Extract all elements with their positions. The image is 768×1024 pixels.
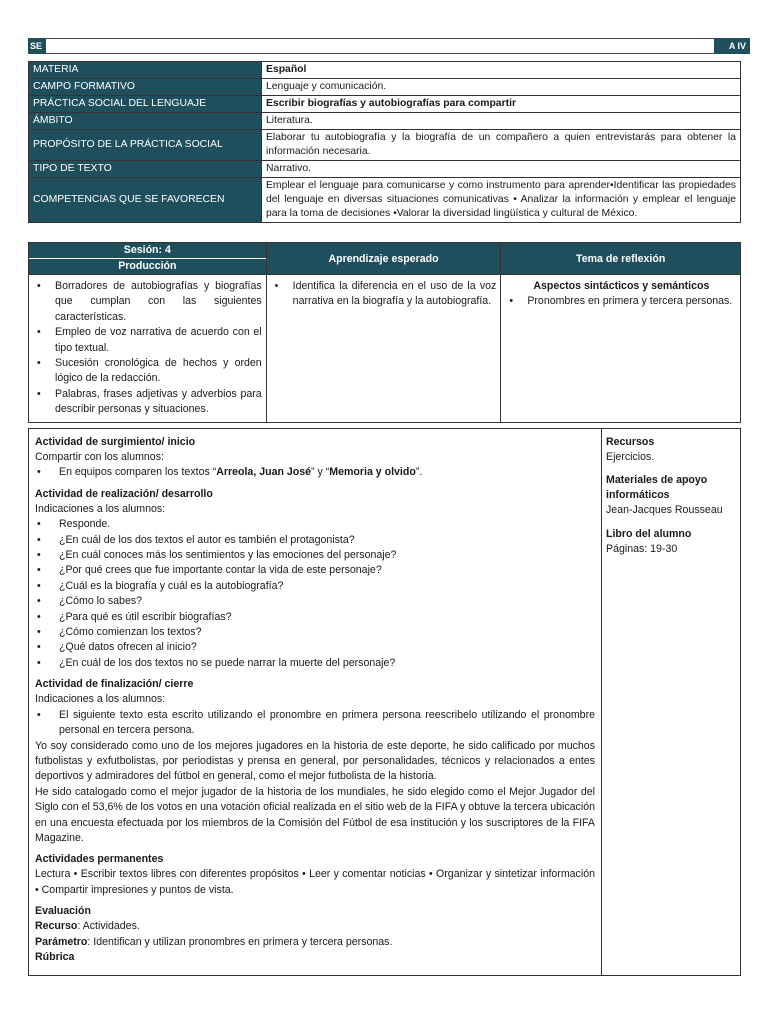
recursos-title: Recursos <box>606 436 655 448</box>
campo-label: CAMPO FORMATIVO <box>29 79 262 96</box>
subject-info-table <box>28 61 741 223</box>
evaluacion-title: Evaluación <box>35 905 91 918</box>
header-left-caption: SE <box>28 38 46 54</box>
proposito-value: Elaborar tu autobiografía y la biografía de un compañero a quien entrevistarás para obtener la información necesaria. <box>262 130 741 161</box>
info-row-materia <box>29 62 741 79</box>
aprendizaje-heading: Aprendizaje esperado <box>266 243 501 275</box>
tema-list <box>505 294 736 309</box>
desarrollo-title: Actividad de realización/ desarrollo <box>35 487 213 500</box>
list-item: • Empleo de voz narrativa de acuerdo con el tipo textual. <box>33 325 262 356</box>
permanentes-section <box>35 852 595 898</box>
inicio-title: Actividad de surgimiento/ inicio <box>35 436 196 448</box>
document-header-bar <box>28 38 750 54</box>
recursos-value: Ejercicios. <box>606 451 655 463</box>
tema-subheading: Aspectos sintácticos y semánticos <box>533 280 710 292</box>
ambito-value: Literatura. <box>262 113 741 130</box>
list-item: • ¿En cuál de los dos textos el autor es también el protagonista? <box>35 533 595 548</box>
practica-label: PRÁCTICA SOCIAL DEL LENGUAJE <box>29 96 262 113</box>
permanentes-text: Lectura • Escribir textos libres con diferentes propósitos • Leer y comentar noticias • Organizar y sintetizar información • Compartir impresiones y puntos de vista. <box>35 868 595 896</box>
inicio-list <box>35 465 595 480</box>
materia-label: MATERIA <box>29 62 262 79</box>
recurso-line: Recurso: Actividades. <box>35 920 140 933</box>
info-row-ambito <box>29 113 741 130</box>
list-item: • ¿Por qué crees que fue importante contar la vida de este personaje? <box>35 563 595 578</box>
aprendizaje-cell <box>266 275 501 423</box>
tipo-label: TIPO DE TEXTO <box>29 161 262 178</box>
competencias-label: COMPETENCIAS QUE SE FAVORECEN <box>29 178 262 223</box>
session-number: Sesión: 4 <box>29 243 266 259</box>
cierre-title: Actividad de finalización/ cierre <box>35 678 194 691</box>
activities-main <box>29 429 602 975</box>
activities-box <box>28 428 741 976</box>
info-row-competencias <box>29 178 741 223</box>
tema-heading: Tema de reflexión <box>501 243 741 275</box>
cierre-intro: Indicaciones a los alumnos: <box>35 693 166 706</box>
info-row-practica <box>29 96 741 113</box>
list-item: • ¿En cuál de los dos textos no se puede narrar la muerte del personaje? <box>35 656 595 671</box>
list-item: • Identifica la diferencia en el uso de la voz narrativa en la biografía y la autobiografía. <box>271 279 497 310</box>
list-item: • En equipos comparen los textos “Arreola, Juan José” y “Memoria y olvido”. <box>35 465 595 480</box>
practica-value: Escribir biografías y autobiografías para compartir <box>262 96 741 113</box>
produccion-heading: Producción <box>118 260 177 272</box>
list-item: • Sucesión cronológica de hechos y orden lógico de la redacción. <box>33 356 262 387</box>
materiales-value: Jean-Jacques Rousseau <box>606 504 723 517</box>
ambito-label: ÁMBITO <box>29 113 262 130</box>
libro-title: Libro del alumno <box>606 527 692 540</box>
tipo-value: Narrativo. <box>262 161 741 178</box>
campo-value: Lenguaje y comunicación. <box>262 79 741 96</box>
list-item: • Responde. <box>35 517 595 532</box>
produccion-list <box>33 279 262 418</box>
proposito-label: PROPÓSITO DE LA PRÁCTICA SOCIAL <box>29 130 262 161</box>
list-item: • Palabras, frases adjetivas y adverbios para describir personas y situaciones. <box>33 387 262 418</box>
libro-value: Páginas: 19-30 <box>606 542 678 555</box>
list-item: • ¿En cuál conoces más los sentimientos y las emociones del personaje? <box>35 548 595 563</box>
materiales-title: Materiales de apoyo informáticos <box>606 474 708 502</box>
list-item: • Pronombres en primera y tercera personas. <box>505 294 736 309</box>
rubrica-label: Rúbrica <box>35 950 75 963</box>
materia-value: Español <box>262 62 741 79</box>
desarrollo-list <box>35 517 595 671</box>
list-item: • ¿Qué datos ofrecen al inicio? <box>35 640 595 655</box>
header-right-caption: A IV <box>714 38 750 54</box>
aprendizaje-list <box>271 279 497 310</box>
inicio-section <box>35 435 595 481</box>
session-header <box>29 243 267 275</box>
tema-cell <box>501 275 741 423</box>
parametro-line: Parámetro: Identifican y utilizan pronombres en primera y tercera personas. <box>35 935 393 948</box>
list-item: • Borradores de autobiografías y biografías que cumplan con las siguientes características. <box>33 279 262 325</box>
list-item: • ¿Para qué es útil escribir biografías? <box>35 610 595 625</box>
competencias-value: Emplear el lenguaje para comunicarse y como instrumento para aprender•Identificar las propiedades del lenguaje en diversas situaciones comunicativas • Analizar la información y emplear el lenguaje para la toma de decisiones •Valorar la diversidad lingüística y cultural de México. <box>262 178 741 223</box>
produccion-cell <box>29 275 267 423</box>
cierre-section <box>35 677 595 846</box>
info-row-proposito <box>29 130 741 161</box>
inicio-intro: Compartir con los alumnos: <box>35 451 164 463</box>
resources-sidebar <box>602 429 740 563</box>
info-row-tipo <box>29 161 741 178</box>
permanentes-title: Actividades permanentes <box>35 853 164 866</box>
list-item: • El siguiente texto esta escrito utilizando el pronombre en primera persona reescribelo utilizando el pronombre personal en tercera persona. <box>35 708 595 739</box>
cierre-list <box>35 708 595 739</box>
info-row-campo <box>29 79 741 96</box>
evaluacion-section <box>35 904 595 965</box>
cierre-paragraph-2: He sido catalogado como el mejor jugador de la historia de los mundiales, he sido elegido como el Mejor Jugador del Siglo con el 53,6% de los votos en una votación oficial realizada en el sitio web de la FIFA y obtuve la tercera ubicación en una encuesta efectuada por los miembros de la Comisión del Fútbol de esa institución y los suscriptores de la FIFA Magazine. <box>35 785 595 844</box>
list-item: • ¿Cómo lo sabes? <box>35 594 595 609</box>
list-item: • ¿Cuál es la biografía y cuál es la autobiografía? <box>35 579 595 594</box>
list-item: • ¿Cómo comienzan los textos? <box>35 625 595 640</box>
desarrollo-intro: Indicaciones a los alumnos: <box>35 502 166 515</box>
session-table <box>28 242 741 423</box>
cierre-paragraph-1: Yo soy considerado como uno de los mejores jugadores en la historia de este deporte, he sido calificado por muchos futbolistas y exfutbolistas, por periodistas y prensa en general, por personalidades, técnicos y relacionados a entes deportivos y admiradores del fútbol en general, como el mejor futbolista de la historia. <box>35 739 595 783</box>
desarrollo-section <box>35 487 595 671</box>
